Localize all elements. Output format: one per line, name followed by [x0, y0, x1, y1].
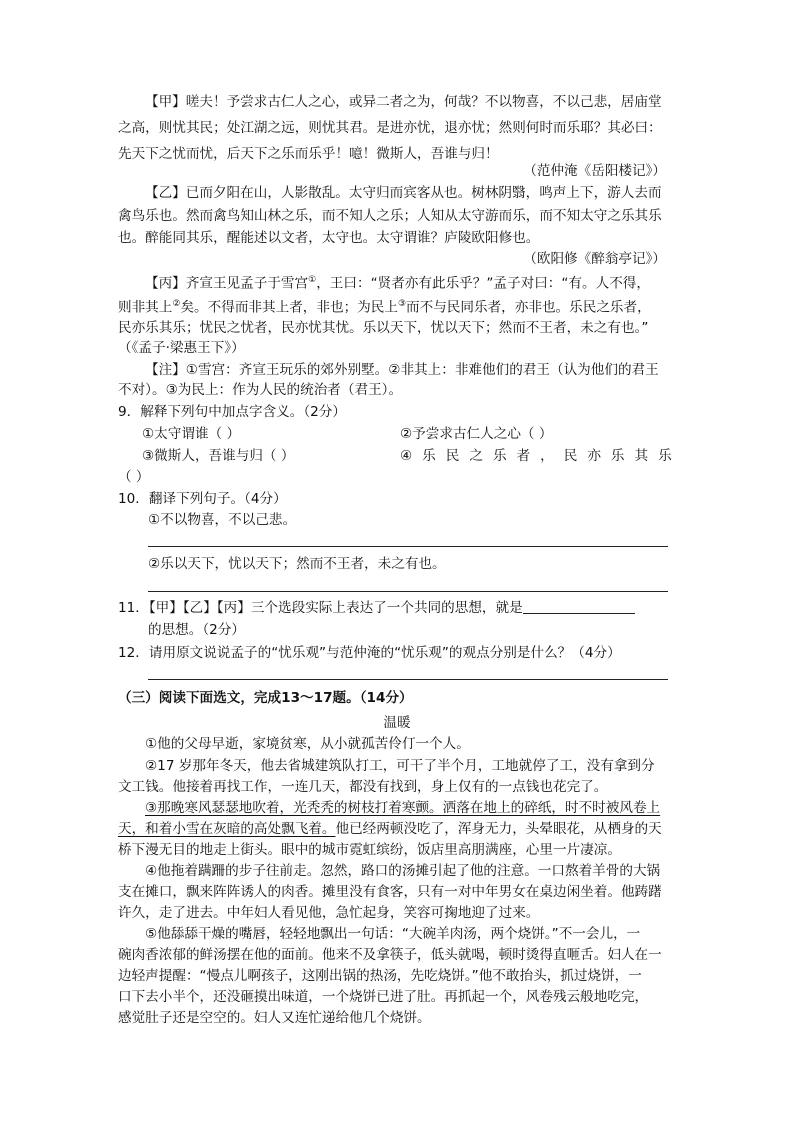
answer-line[interactable] — [148, 546, 668, 547]
story-title: 温暖 — [383, 715, 411, 731]
story-paragraph-line: 天，和着小雪在灰暗的高处飘飞着。他已经两顿没吃了，浑身无力，头晕眼花，从栖身的天 — [118, 821, 662, 837]
story-paragraph-line: ②17 岁那年冬天，他去省城建筑队打工，可干了半个月，工地就停了工，没有拿到分 — [145, 758, 655, 774]
passage-jia-source: （范仲淹《岳阳楼记》） — [523, 163, 666, 179]
footnote-marker: ① — [308, 275, 317, 285]
passage-yi-source: （欧阳修《醉翁亭记》） — [523, 251, 666, 267]
story-paragraph-line: 边轻声提醒：“慢点儿啊孩子，这刚出锅的热汤，先吃烧饼。”他不敢抬头，抓过烧饼，一 — [118, 968, 642, 984]
story-paragraph-line: ⑤他舔舔干燥的嘴唇，轻轻地飘出一句话：“大碗羊肉汤，两个烧饼。”不一会儿，一 — [145, 926, 641, 942]
passage-yi-line: 也。醉能同其乐，醒能述以文者，太守也。太守谓谁？庐陵欧阳修也。 — [118, 230, 540, 246]
story-paragraph-line: 文工钱。他接着再找工作，一连几天，都没有找到，身上仅有的一点钱也花完了。 — [118, 779, 608, 795]
question-9-item-3: ③微斯人，吾谁与归（ ） — [142, 448, 295, 464]
story-paragraph-line: 碗肉香浓郁的鲜汤摆在他的面前。他来不及拿筷子，低头就喝，顿时烫得直咂舌。妇人在一 — [118, 947, 662, 963]
passage-bing-line: 民亦乐其乐；忧民之忧者，民亦忧其忧。乐以天下，忧以天下；然而不王者，未之有也。” — [118, 320, 649, 336]
story-underlined-text: 天，和着小雪在灰暗的高处飘飞着。 — [118, 821, 336, 837]
answer-line[interactable] — [148, 679, 668, 680]
passage-yi-line: 禽鸟乐也。然而禽鸟知山林之乐，而不知人之乐；人知从太守游而乐，而不知太守之乐其乐 — [118, 208, 662, 224]
answer-line[interactable] — [148, 591, 668, 592]
note-line: 【注】①雪宫：齐宣王玩乐的郊外别墅。②非其上：非难他们的君王（认为他们的君王 — [145, 362, 659, 378]
question-9-item-2: ②予尝求古仁人之心（ ） — [400, 426, 553, 442]
question-11-stem: 11．【甲】【乙】【丙】三个选段实际上表达了一个共同的思想，就是 — [118, 598, 635, 618]
footnote-marker: ③ — [397, 299, 407, 309]
story-paragraph-line: ④他拖着蹒跚的步子往前走。忽然，路口的汤摊引起了他的注意。一口熬着羊骨的大锅 — [145, 863, 661, 879]
question-10-item-2: ②乐以天下，忧以天下；然而不王者，未之有也。 — [148, 556, 446, 572]
question-10-stem: 10．翻译下列句子。（4分） — [118, 491, 287, 507]
question-12-stem: 12．请用原文说说孟子的“忧乐观”与范仲淹的“忧乐观”的观点分别是什么？（4分） — [118, 645, 621, 661]
story-paragraph-line: ①他的父母早逝，家境贫寒，从小就孤苦伶仃一个人。 — [145, 736, 470, 752]
passage-bing-source: （《孟子·梁惠王下》） — [118, 340, 245, 356]
footnote-marker: ② — [172, 299, 181, 309]
question-10-item-1: ①不以物喜，不以己悲。 — [148, 512, 297, 528]
passage-bing-line: 则非其上②矣。不得而非其上者，非也；为民上③而不与民同乐者，亦非也。乐民之乐者， — [118, 299, 651, 316]
answer-blank[interactable] — [523, 599, 635, 614]
passage-yi-line: 【乙】已而夕阳在山，人影散乱。太守归而宾客从也。树林阴翳，鸣声上下，游人去而 — [145, 185, 662, 201]
story-paragraph-line: 许久，走了进去。中年妇人看见他，急忙起身，笑容可掬地迎了过来。 — [118, 905, 540, 921]
note-line: 不对）。③为民上：作为人民的统治者（君王）。 — [118, 382, 403, 398]
question-9-item-4-blank: （ ） — [118, 469, 150, 485]
question-9-item-4: ④乐民之乐者，民亦乐其乐 — [400, 448, 682, 464]
passage-bing-line: 【丙】齐宣王见孟子于雪宫①，王曰：“贤者亦有此乐乎？”孟子对曰：“有。人不得， — [145, 275, 650, 292]
story-underlined-line: ③那晚寒风瑟瑟地吹着，光秃秃的树枝打着寒颤。洒落在地上的碎纸，时不时被风卷上 — [145, 800, 661, 816]
passage-jia-line: 之高，则忧其民；处江湖之远，则忧其君。是进亦忧，退亦忧；然则何时而乐耶？其必曰： — [118, 120, 662, 136]
story-paragraph-line: 支在摊口，飘来阵阵诱人的肉香。摊里没有食客，只有一对中年男女在桌边闲坐着。他踌躇 — [118, 884, 662, 900]
story-paragraph-line: 感觉肚子还是空空的。妇人又连忙递给他几个烧饼。 — [118, 1010, 431, 1026]
question-9-stem: 9．解释下列句中加点字含义。（2分） — [118, 404, 346, 420]
story-paragraph-line: 口下去小半个，还没砸摸出味道，一个烧饼已进了肚。再抓起一个，风卷残云般地吃完， — [118, 989, 649, 1005]
passage-jia-line: 先天下之忧而忧，后天下之乐而乐乎！噫！微斯人，吾谁与归！ — [118, 146, 499, 162]
question-11-tail: 的思想。（2分） — [148, 622, 246, 638]
passage-jia-line: 【甲】嗟夫！予尝求古仁人之心，或异二者之为，何哉？不以物喜，不以己悲，居庙堂 — [145, 94, 662, 110]
story-paragraph-line: 桥下漫无目的地走上街头。眼中的城市霓虹缤纷，饭店里高朋满座，心里一片凄凉。 — [118, 842, 621, 858]
question-9-item-1: ①太守谓谁（ ） — [142, 426, 241, 442]
section-3-header: （三）阅读下面选文，完成13～17题。（14分） — [118, 690, 413, 706]
